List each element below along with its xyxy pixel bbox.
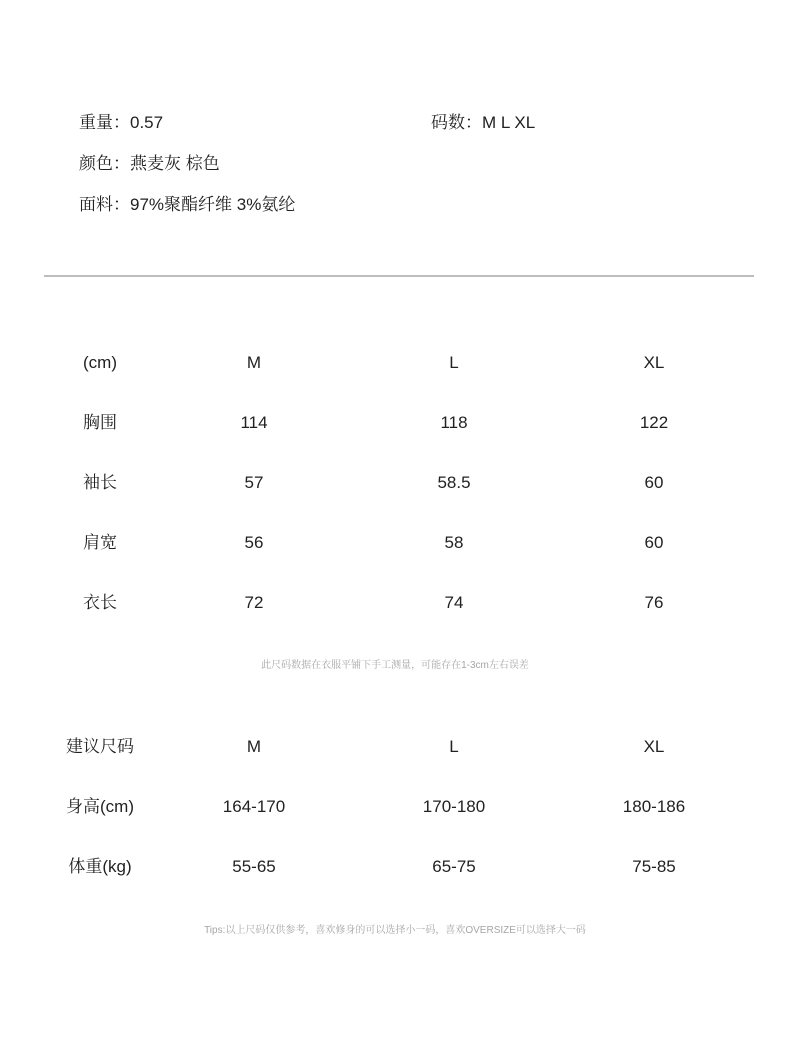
row-label: 胸围 bbox=[83, 413, 117, 432]
header-cell: L bbox=[449, 737, 459, 756]
tips-note: Tips:以上尺码仅供参考，喜欢修身的可以选择小一码，喜欢OVERSIZE可以选择大一码 bbox=[204, 925, 586, 936]
colors-text: 颜色：燕麦灰 棕色 bbox=[79, 154, 220, 173]
table-cell: 60 bbox=[644, 533, 664, 552]
table-row bbox=[0, 531, 790, 591]
fabric-text: 面料：97%聚酯纤维 3%氨纶 bbox=[79, 195, 296, 214]
row-label: 身高(cm) bbox=[66, 797, 134, 816]
header-cell: L bbox=[449, 353, 459, 372]
table-cell: 72 bbox=[244, 593, 264, 612]
sizes-text: 码数：M L XL bbox=[431, 113, 536, 132]
table-cell: 122 bbox=[639, 413, 669, 432]
header-cell: M bbox=[246, 353, 262, 372]
table-cell: 170-180 bbox=[422, 797, 486, 816]
table-cell: 58.5 bbox=[437, 473, 471, 492]
table-cell: 75-85 bbox=[632, 857, 676, 876]
table-cell: 164-170 bbox=[222, 797, 286, 816]
divider bbox=[44, 275, 754, 277]
table-header-row bbox=[0, 351, 790, 411]
table-row bbox=[0, 855, 790, 915]
table-header-row bbox=[0, 735, 790, 795]
table-cell: 56 bbox=[244, 533, 264, 552]
row-label: 肩宽 bbox=[83, 533, 117, 552]
table-cell: 118 bbox=[440, 413, 468, 432]
row-label: 体重(kg) bbox=[68, 857, 132, 876]
weight-text: 重量：0.57 bbox=[79, 113, 164, 132]
header-cell: XL bbox=[643, 353, 665, 372]
table-cell: 180-186 bbox=[622, 797, 686, 816]
table-row bbox=[0, 591, 790, 651]
table-row bbox=[0, 471, 790, 531]
table-row bbox=[0, 795, 790, 855]
row-label: 袖长 bbox=[83, 473, 117, 492]
header-cell: M bbox=[246, 737, 262, 756]
table-cell: 76 bbox=[644, 593, 664, 612]
measurement-note: 此尺码数据在衣服平铺下手工测量，可能存在1-3cm左右误差 bbox=[261, 660, 529, 671]
table-cell: 55-65 bbox=[232, 857, 276, 876]
table-cell: 74 bbox=[444, 593, 464, 612]
row-label: 衣长 bbox=[83, 593, 117, 612]
table-cell: 58 bbox=[444, 533, 464, 552]
table-cell: 60 bbox=[644, 473, 664, 492]
table-cell: 114 bbox=[240, 413, 268, 432]
table-row bbox=[0, 411, 790, 471]
header-cell: XL bbox=[643, 737, 665, 756]
table-cell: 57 bbox=[244, 473, 264, 492]
measurement-table bbox=[0, 351, 790, 651]
header-cell: (cm) bbox=[83, 353, 117, 372]
table-cell: 65-75 bbox=[432, 857, 476, 876]
header-cell: 建议尺码 bbox=[66, 737, 134, 756]
size-recommendation-table bbox=[0, 735, 790, 915]
